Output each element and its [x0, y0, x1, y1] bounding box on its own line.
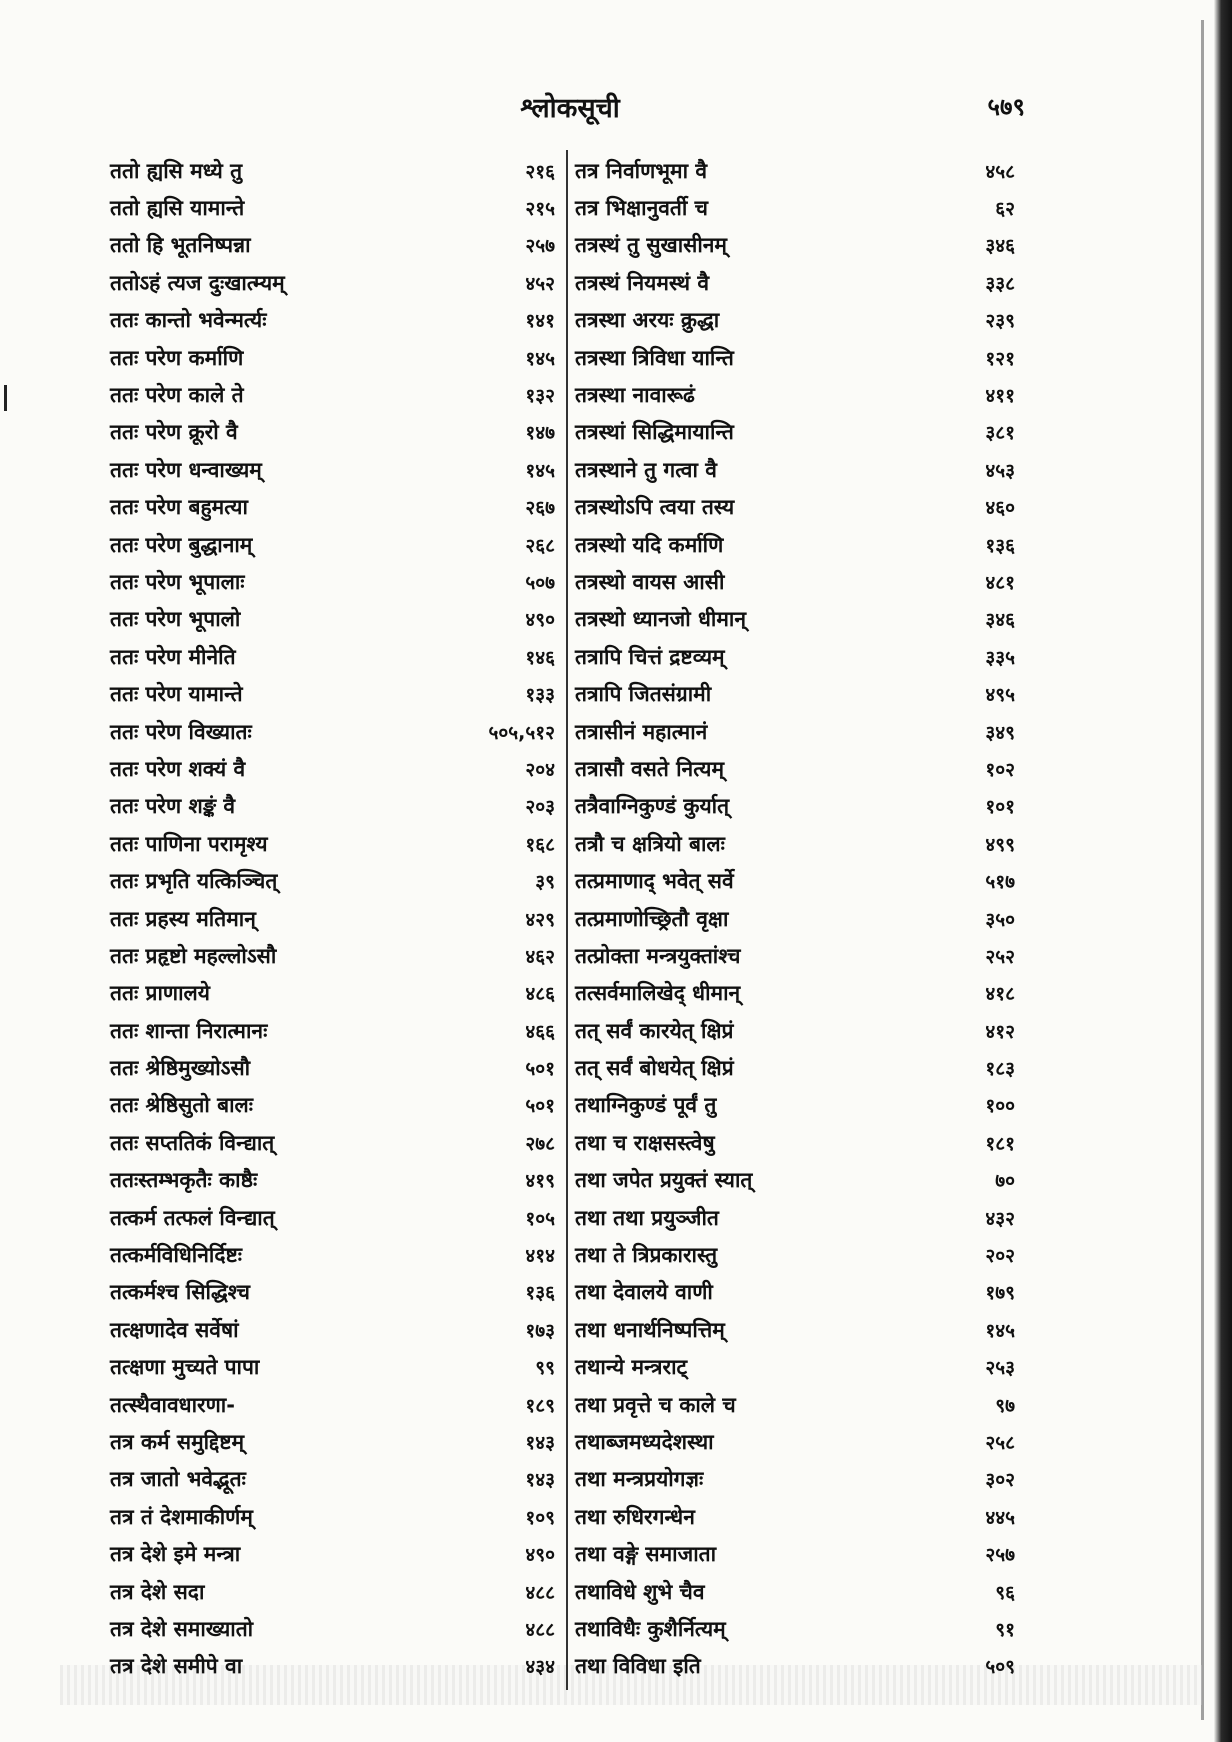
page-ref: २५२: [985, 945, 1015, 968]
index-entry: [110, 1498, 555, 1535]
page-ref: २३९: [985, 310, 1015, 333]
index-entry: [110, 1162, 555, 1199]
index-entry: [575, 713, 1015, 750]
index-entry: [575, 227, 1015, 264]
index-entry: [110, 601, 555, 638]
verse-text: तत्र निर्वाणभूमा वै: [575, 158, 708, 183]
page-ref: १००: [985, 1095, 1015, 1118]
verse-text: तथा मन्त्रप्रयोगज्ञः: [575, 1467, 704, 1492]
verse-text: ततोऽहं त्यज दुःखात्म्यम्: [110, 270, 285, 295]
right-index-column: [575, 152, 1015, 1685]
verse-text: तत्र देशे समीपे वा: [110, 1654, 243, 1679]
scan-edge-shadow: [1214, 0, 1232, 1742]
verse-text: ततः परेण बुद्धानाम्: [110, 532, 253, 557]
page-ref: १४१: [525, 310, 555, 333]
index-entry: [110, 1124, 555, 1161]
index-entry: [110, 1236, 555, 1273]
verse-text: तत्र तं देशमाकीर्णम्: [110, 1504, 253, 1529]
verse-text: ततः श्रेष्ठिमुख्योऽसौ: [110, 1056, 251, 1081]
page-ref: १०२: [985, 758, 1015, 781]
verse-text: तथाग्निकुण्डं पूर्वं तु: [575, 1093, 717, 1118]
page-ref: १३३: [525, 684, 555, 707]
page-ref: ४९०: [525, 1544, 555, 1567]
verse-text: ततः प्रभृति यत्किञ्चित्: [110, 869, 278, 894]
verse-text: तथा देवालये वाणी: [575, 1280, 713, 1305]
verse-text: तत्रासीनं महात्मानं: [575, 719, 708, 744]
page-ref: २६८: [525, 534, 555, 557]
verse-text: तत्रैवाग्निकुण्डं कुर्यात्: [575, 794, 730, 819]
index-entry: [575, 825, 1015, 862]
page-ref: १४७: [525, 422, 555, 445]
page-ref: १०१: [985, 796, 1015, 819]
index-entry: [575, 1311, 1015, 1348]
verse-text: तत्कर्मविधिनिर्दिष्टः: [110, 1243, 242, 1268]
page-ref: ४३२: [985, 1207, 1015, 1230]
index-entry: [110, 1087, 555, 1124]
index-entry: [575, 1124, 1015, 1161]
index-entry: [575, 1162, 1015, 1199]
index-entry: [575, 152, 1015, 189]
verse-text: तत्र देशे सदा: [110, 1579, 205, 1604]
index-entry: [110, 1012, 555, 1049]
index-entry: [110, 1535, 555, 1572]
page-ref: १७९: [985, 1282, 1015, 1305]
verse-text: ततः परेण क्रूरो वै: [110, 420, 238, 445]
index-entry: [575, 675, 1015, 712]
verse-text: तत्रस्था अरयः क्रुद्धा: [575, 308, 720, 333]
page-ref: १४५: [525, 347, 555, 370]
page-ref: ६२: [995, 198, 1015, 221]
page-ref: ३९: [535, 871, 555, 894]
verse-text: तत्र कर्म समुद्दिष्टम्: [110, 1429, 245, 1454]
index-entry: [110, 376, 555, 413]
page-ref: ५०१: [525, 1058, 555, 1081]
index-entry: [575, 1049, 1015, 1086]
verse-text: ततः प्राणालये: [110, 981, 210, 1006]
index-entry: [575, 451, 1015, 488]
index-entry: [575, 189, 1015, 226]
verse-text: ततः परेण काले ते: [110, 383, 244, 408]
index-entry: [110, 1461, 555, 1498]
index-entry: [575, 1386, 1015, 1423]
page-ref: २५७: [525, 235, 555, 258]
index-entry: [110, 339, 555, 376]
verse-text: तत् सर्वं कारयेत् क्षिप्रं: [575, 1018, 734, 1043]
index-entry: [110, 1648, 555, 1685]
verse-text: तत्रस्था त्रिविधा यान्ति: [575, 345, 734, 370]
page-ref: ४१४: [525, 1245, 555, 1268]
page-ref: ३४६: [985, 235, 1015, 258]
index-entry: [110, 1274, 555, 1311]
index-entry: [575, 900, 1015, 937]
index-entry: [575, 862, 1015, 899]
verse-text: तत्रासौ वसते नित्यम्: [575, 756, 725, 781]
page-ref: ९९: [535, 1357, 555, 1380]
index-entry: [110, 1349, 555, 1386]
index-entry: [575, 302, 1015, 339]
index-entry: [110, 975, 555, 1012]
page-ref: ४९०: [525, 609, 555, 632]
verse-text: तथा तथा प्रयुञ्जीत: [575, 1205, 719, 1230]
index-entry: [110, 1423, 555, 1460]
index-entry: [575, 414, 1015, 451]
verse-text: तत्रस्था नावारूढं: [575, 383, 695, 408]
index-entry: [110, 1610, 555, 1647]
index-entry: [575, 1610, 1015, 1647]
verse-text: तत्र देशे समाख्यातो: [110, 1616, 254, 1641]
page-ref: २०३: [525, 796, 555, 819]
page-ref: ३३५: [985, 646, 1015, 669]
page-ref: ९७: [995, 1394, 1015, 1417]
page-ref: २०२: [985, 1245, 1015, 1268]
verse-text: तथा च राक्षसस्त्वेषु: [575, 1130, 715, 1155]
verse-text: तत्प्रमाणाद् भवेत् सर्वे: [575, 869, 734, 894]
index-entry: [575, 1087, 1015, 1124]
page-ref: ५०९: [985, 1656, 1015, 1679]
page-ref: २६७: [525, 497, 555, 520]
verse-text: तथा प्रवृत्ते च काले च: [575, 1392, 736, 1417]
verse-text: ततः पाणिना परामृश्य: [110, 831, 268, 856]
index-entry: [110, 825, 555, 862]
page-ref: २७८: [525, 1132, 555, 1155]
index-entry: [575, 489, 1015, 526]
index-entry: [575, 1423, 1015, 1460]
page-ref: १८१: [985, 1132, 1015, 1155]
page-ref: ४६०: [985, 497, 1015, 520]
page-ref: ४५३: [985, 459, 1015, 482]
page-ref: १४५: [525, 459, 555, 482]
index-entry: [110, 788, 555, 825]
page-ref: १८९: [525, 1394, 555, 1417]
page-ref: ४१९: [525, 1170, 555, 1193]
verse-text: ततः परेण भूपालो: [110, 607, 241, 632]
index-entry: [110, 563, 555, 600]
page-ref: ४१२: [985, 1020, 1015, 1043]
verse-text: ततो ह्यसि मध्ये तु: [110, 158, 243, 183]
index-entry: [110, 489, 555, 526]
page-ref: ५०५,५१२: [488, 721, 555, 744]
verse-text: तथा वङ्गे समाजाता: [575, 1542, 717, 1567]
page-ref: ४२९: [525, 908, 555, 931]
page-ref: १२१: [985, 347, 1015, 370]
page-ref: ३०२: [985, 1469, 1015, 1492]
page-ref: १६८: [525, 833, 555, 856]
page-ref: ३३८: [985, 272, 1015, 295]
verse-text: ततः शान्ता निरात्मानः: [110, 1018, 268, 1043]
verse-text: तथा धनार्थनिष्पत्तिम्: [575, 1317, 725, 1342]
index-entry: [575, 1199, 1015, 1236]
index-entry: [575, 601, 1015, 638]
page-ref: ४६६: [525, 1020, 555, 1043]
page-ref: १३६: [525, 1282, 555, 1305]
verse-text: ततः परेण शङ्कं वै: [110, 794, 236, 819]
verse-text: तत्रापि चित्तं द्रष्टव्यम्: [575, 644, 725, 669]
index-entry: [110, 675, 555, 712]
index-entry: [110, 227, 555, 264]
verse-text: तथा रुधिरगन्धेन: [575, 1504, 695, 1529]
page-ref: १४५: [985, 1319, 1015, 1342]
index-entry: [110, 152, 555, 189]
page-ref: १४३: [525, 1469, 555, 1492]
verse-text: ततः सप्ततिकं विन्द्यात्: [110, 1130, 275, 1155]
page-ref: १३६: [985, 534, 1015, 557]
page-ref: ३८१: [985, 422, 1015, 445]
index-entry: [110, 638, 555, 675]
index-entry: [110, 937, 555, 974]
index-entry: [575, 1012, 1015, 1049]
page-ref: १०९: [525, 1506, 555, 1529]
index-entry: [110, 451, 555, 488]
page-ref: ४८८: [525, 1618, 555, 1641]
verse-text: तत्रस्थो यदि कर्माणि: [575, 532, 724, 557]
verse-text: तथान्ये मन्त्रराट्: [575, 1355, 688, 1380]
index-entry: [110, 526, 555, 563]
page-ref: २५८: [985, 1431, 1015, 1454]
page-ref: ५०७: [525, 571, 555, 594]
page-ref: २१५: [525, 198, 555, 221]
page-ref: ४९५: [985, 684, 1015, 707]
index-entry: [110, 264, 555, 301]
page-ref: ४१८: [985, 983, 1015, 1006]
page-ref: ४८८: [525, 1581, 555, 1604]
index-entry: [575, 1274, 1015, 1311]
index-entry: [110, 1199, 555, 1236]
verse-text: तत्रस्थं तु सुखासीनम्: [575, 233, 727, 258]
page-ref: ९६: [995, 1581, 1015, 1604]
index-entry: [110, 862, 555, 899]
verse-text: तत्र देशे इमे मन्त्रा: [110, 1542, 241, 1567]
index-entry: [110, 1311, 555, 1348]
page-ref: १७३: [525, 1319, 555, 1342]
verse-text: तत् सर्वं बोधयेत् क्षिप्रं: [575, 1056, 734, 1081]
index-entry: [575, 1461, 1015, 1498]
verse-text: ततः श्रेष्ठिसुतो बालः: [110, 1093, 253, 1118]
index-entry: [110, 1386, 555, 1423]
page-ref: २०४: [525, 758, 555, 781]
verse-text: तत्क्षणादेव सर्वेषां: [110, 1317, 239, 1342]
verse-text: तथा ते त्रिप्रकारास्तु: [575, 1243, 718, 1268]
page-number: ५७९: [987, 93, 1025, 121]
verse-text: तत्प्रमाणोच्छ्रितौ वृक्षा: [575, 906, 729, 931]
page-ref: १८३: [985, 1058, 1015, 1081]
verse-text: ततः परेण मीनेति: [110, 644, 236, 669]
verse-text: ततः परेण धन्वाख्यम्: [110, 457, 262, 482]
index-entry: [575, 1573, 1015, 1610]
verse-text: तत्रस्थां सिद्धिमायान्ति: [575, 420, 734, 445]
scan-edge-line: [1201, 20, 1204, 1720]
verse-text: तत्रस्थोऽपि त्वया तस्य: [575, 495, 735, 520]
verse-text: तत्कर्मश्च सिद्धिश्च: [110, 1280, 251, 1305]
verse-text: तत्रस्थाने तु गत्वा वै: [575, 457, 717, 482]
page-ref: ४८६: [525, 983, 555, 1006]
page-ref: ४८१: [985, 571, 1015, 594]
index-entry: [575, 1648, 1015, 1685]
index-entry: [575, 1349, 1015, 1386]
index-entry: [575, 526, 1015, 563]
index-entry: [575, 376, 1015, 413]
index-entry: [575, 975, 1015, 1012]
index-entry: [575, 264, 1015, 301]
index-entry: [575, 750, 1015, 787]
left-index-column: [110, 152, 555, 1685]
index-entry: [575, 563, 1015, 600]
page-ref: ९१: [995, 1618, 1015, 1641]
index-entry: [575, 1535, 1015, 1572]
verse-text: तथा विविधा इति: [575, 1654, 701, 1679]
verse-text: तत्रौ च क्षत्रियो बालः: [575, 831, 725, 856]
page-ref: २५७: [985, 1544, 1015, 1567]
page-ref: ४४५: [985, 1506, 1015, 1529]
scan-margin-mark: [4, 385, 7, 411]
index-entry: [575, 638, 1015, 675]
page-ref: १४३: [525, 1431, 555, 1454]
page-ref: ५१७: [985, 871, 1015, 894]
verse-text: ततः परेण बहुमत्या: [110, 495, 248, 520]
page-ref: १०५: [525, 1207, 555, 1230]
verse-text: तत्र भिक्षानुवर्ती च: [575, 196, 708, 221]
page-ref: ३४६: [985, 609, 1015, 632]
verse-text: तथाविधैः कुशैर्नित्यम्: [575, 1616, 726, 1641]
verse-text: ततः परेण भूपालाः: [110, 569, 245, 594]
page-ref: ५०१: [525, 1095, 555, 1118]
page-ref: ४३४: [525, 1656, 555, 1679]
verse-text: ततो ह्यसि यामान्ते: [110, 196, 245, 221]
verse-text: तत्सर्वमालिखेद् धीमान्: [575, 981, 741, 1006]
verse-text: तत्रस्थं नियमस्थं वै: [575, 270, 710, 295]
index-entry: [110, 1573, 555, 1610]
verse-text: तत्रस्थो ध्यानजो धीमान्: [575, 607, 746, 632]
index-entry: [575, 1498, 1015, 1535]
verse-text: ततः परेण विख्यातः: [110, 719, 252, 744]
page-ref: १३२: [525, 385, 555, 408]
verse-text: तथाविधे शुभे चैव: [575, 1579, 705, 1604]
verse-text: तत्क्षणा मुच्यते पापा: [110, 1355, 260, 1380]
verse-text: तत्र जातो भवेद्भूतः: [110, 1467, 246, 1492]
index-entry: [575, 1236, 1015, 1273]
verse-text: तत्स्थैवावधारणा-: [110, 1392, 235, 1417]
verse-text: तथाब्जमध्यदेशस्था: [575, 1429, 714, 1454]
index-entry: [110, 1049, 555, 1086]
index-entry: [110, 414, 555, 451]
verse-text: तत्रापि जितसंग्रामी: [575, 682, 712, 707]
page-ref: २१६: [525, 160, 555, 183]
verse-text: ततः परेण शक्यं वै: [110, 756, 246, 781]
index-entry: [575, 339, 1015, 376]
verse-text: तथा जपेत प्रयुक्तं स्यात्: [575, 1168, 753, 1193]
page-ref: २५३: [985, 1357, 1015, 1380]
page-ref: ४५८: [985, 160, 1015, 183]
index-entry: [575, 937, 1015, 974]
page-ref: ४५२: [525, 272, 555, 295]
page-title: श्लोकसूची: [520, 93, 620, 124]
index-entry: [575, 788, 1015, 825]
page-ref: १४६: [525, 646, 555, 669]
page-ref: ४११: [985, 385, 1015, 408]
verse-text: तत्प्रोक्ता मन्त्रयुक्तांश्च: [575, 943, 741, 968]
verse-text: ततः कान्तो भवेन्मर्त्यः: [110, 308, 267, 333]
verse-text: ततः प्रहस्य मतिमान्: [110, 906, 256, 931]
verse-text: ततः परेण यामान्ते: [110, 682, 243, 707]
page-ref: ३५०: [985, 908, 1015, 931]
page-ref: ३४९: [985, 721, 1015, 744]
verse-text: ततः प्रहृष्टो महल्लोऽसौ: [110, 943, 277, 968]
index-entry: [110, 189, 555, 226]
column-divider: [566, 150, 568, 1690]
verse-text: ततःस्तम्भकृतैः काष्ठैः: [110, 1168, 258, 1193]
page-ref: ७०: [995, 1170, 1015, 1193]
index-entry: [110, 900, 555, 937]
verse-text: तत्रस्थो वायस आसी: [575, 569, 725, 594]
page-ref: ४९९: [985, 833, 1015, 856]
verse-text: ततः परेण कर्माणि: [110, 345, 244, 370]
verse-text: ततो हि भूतनिष्पन्ना: [110, 233, 251, 258]
index-entry: [110, 750, 555, 787]
index-entry: [110, 713, 555, 750]
page-ref: ४६२: [525, 945, 555, 968]
index-entry: [110, 302, 555, 339]
verse-text: तत्कर्म तत्फलं विन्द्यात्: [110, 1205, 275, 1230]
